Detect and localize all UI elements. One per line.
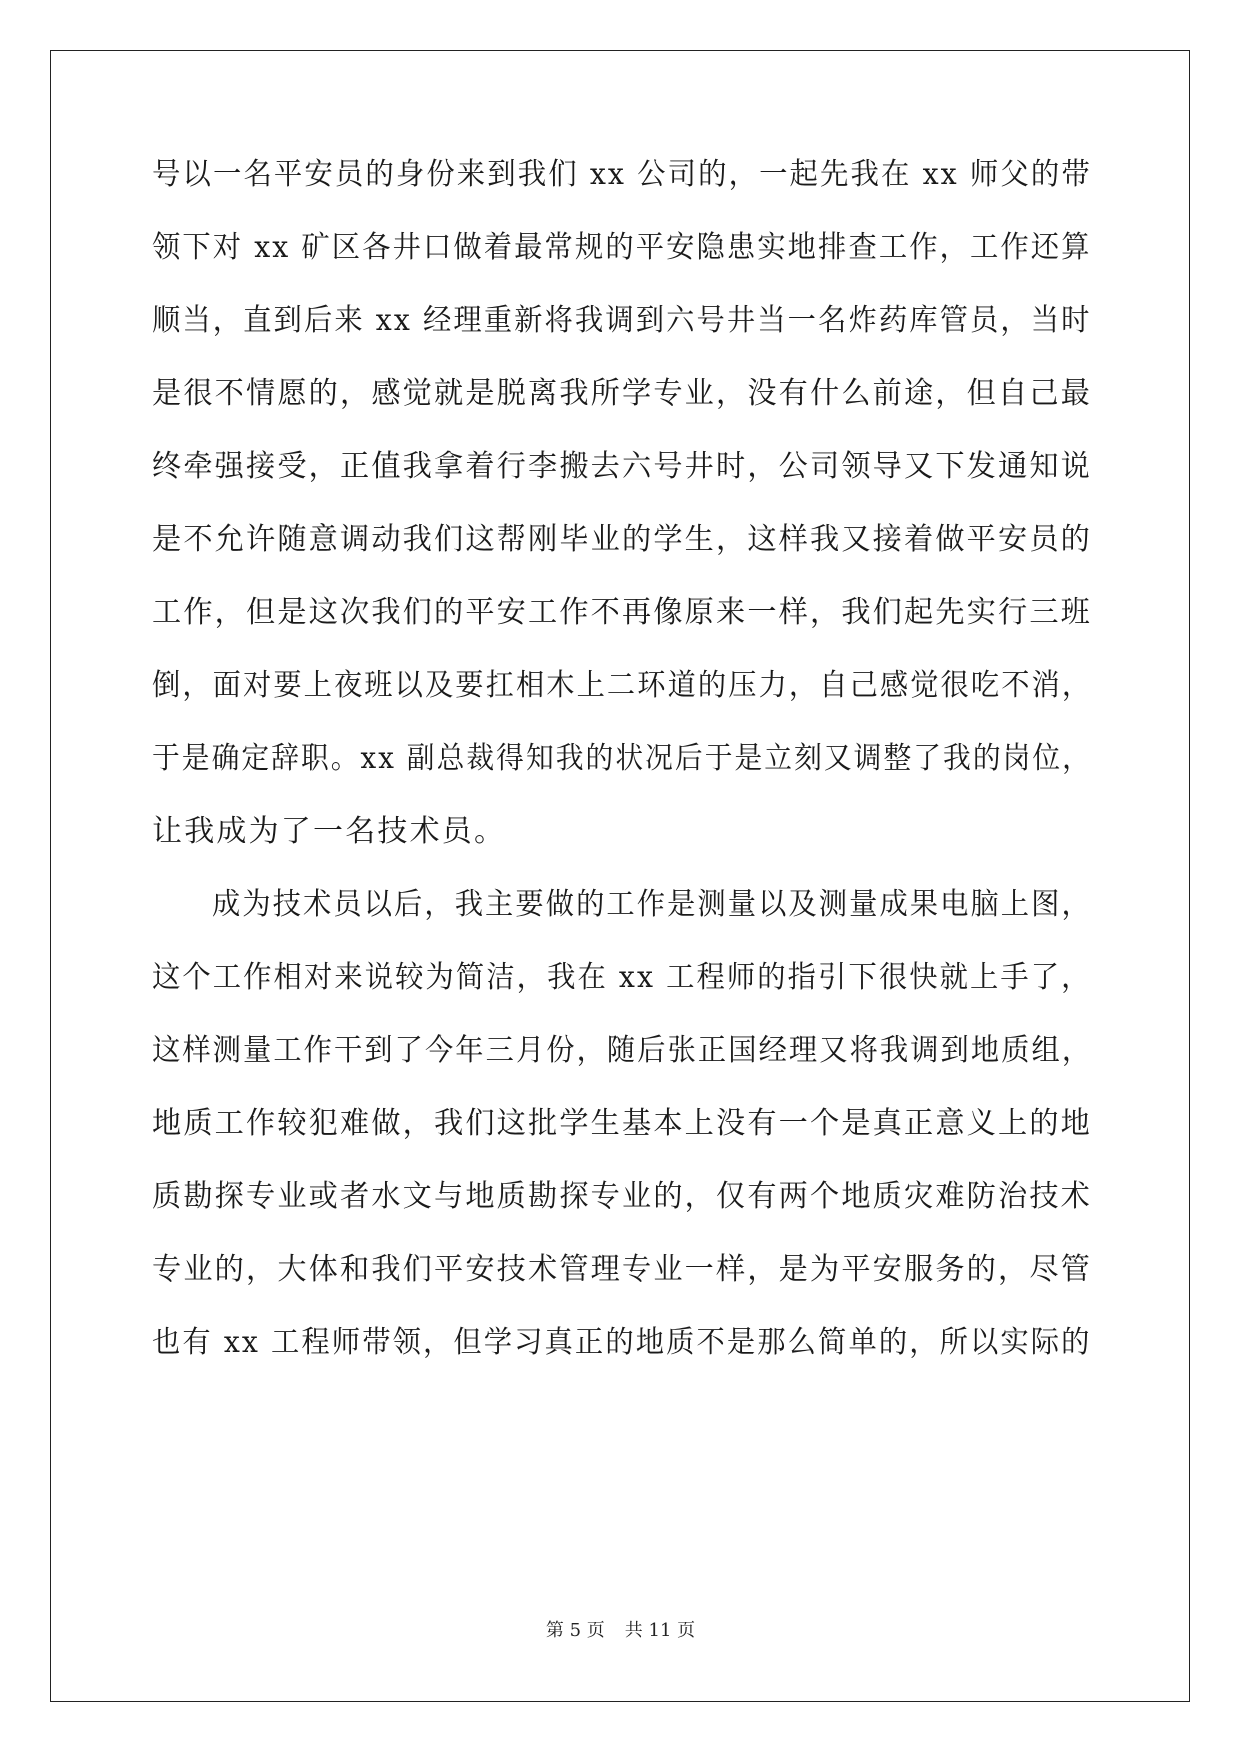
- text-line: 终牵强接受，正值我拿着行李搬去六号井时，公司领导又下发通知说: [152, 449, 1093, 484]
- text-line: 是不允许随意调动我们这帮刚毕业的学生，这样我又接着做平安员的: [152, 522, 1093, 557]
- text-line: 质勘探专业或者水文与地质勘探专业的，仅有两个地质灾难防治技术: [152, 1179, 1093, 1214]
- text-line: 让我成为了一名技术员。: [152, 814, 507, 849]
- text-line: 地质工作较犯难做，我们这批学生基本上没有一个是真正意义上的地: [152, 1106, 1093, 1141]
- text-line: 也有 xx 工程师带领，但学习真正的地质不是那么简单的，所以实际的: [152, 1325, 1092, 1360]
- text-line: 工作，但是这次我们的平安工作不再像原来一样，我们起先实行三班: [152, 595, 1093, 630]
- total-pages-label: 共 11 页: [624, 1620, 696, 1641]
- text-line: 号以一名平安员的身份来到我们 xx 公司的，一起先我在 xx 师父的带: [152, 157, 1092, 192]
- text-line: 成为技术员以后，我主要做的工作是测量以及测量成果电脑上图，: [212, 887, 1092, 922]
- text-line: 领下对 xx 矿区各井口做着最常规的平安隐患实地排查工作，工作还算: [152, 230, 1092, 265]
- text-line: 专业的，大体和我们平安技术管理专业一样，是为平安服务的，尽管: [152, 1252, 1093, 1287]
- text-line: 倒，面对要上夜班以及要扛相木上二环道的压力，自己感觉很吃不消，: [152, 668, 1093, 703]
- text-line: 这样测量工作干到了今年三月份，随后张正国经理又将我调到地质组，: [152, 1033, 1093, 1068]
- current-page-label: 第 5 页: [545, 1620, 605, 1641]
- page-footer: [0, 1621, 1241, 1641]
- text-line: 于是确定辞职。xx 副总裁得知我的状况后于是立刻又调整了我的岗位，: [152, 741, 1092, 776]
- text-line: 是很不情愿的，感觉就是脱离我所学专业，没有什么前途，但自己最: [152, 376, 1093, 411]
- text-line: 顺当，直到后来 xx 经理重新将我调到六号井当一名炸药库管员，当时: [152, 303, 1092, 338]
- text-line: 这个工作相对来说较为简洁，我在 xx 工程师的指引下很快就上手了，: [152, 960, 1092, 995]
- page-border: [50, 50, 1190, 1702]
